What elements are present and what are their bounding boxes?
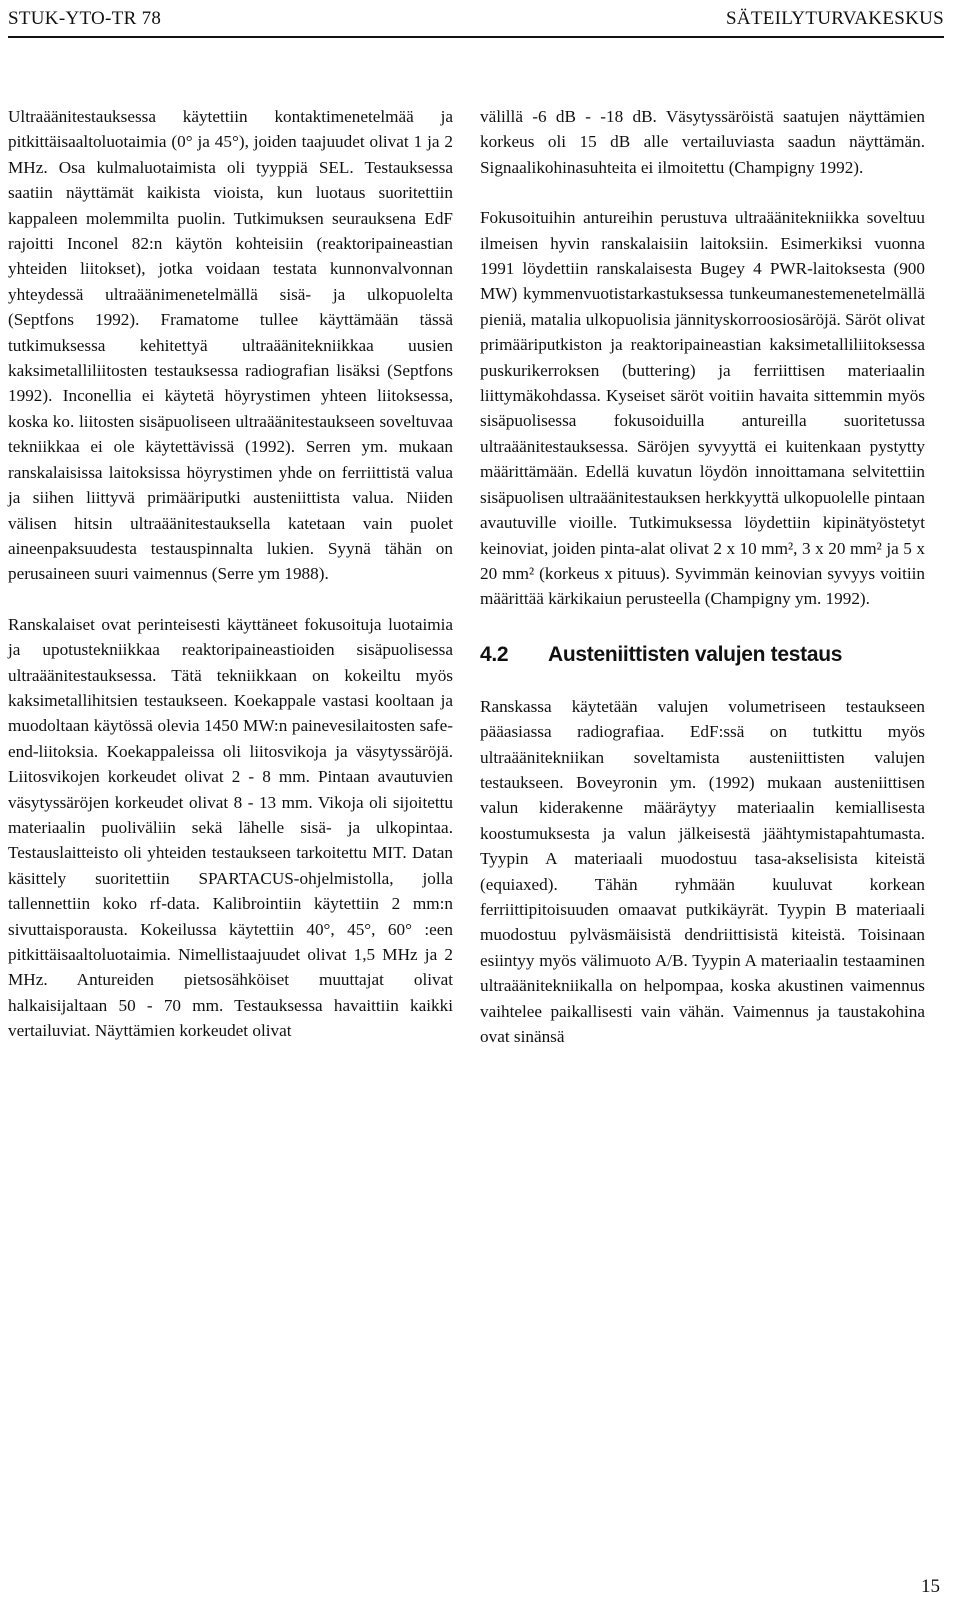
left-column [8, 104, 453, 1069]
header-divider [8, 36, 944, 38]
section-heading [480, 642, 925, 668]
paragraph: Ranskassa käytetään valujen volumetriseen testaukseen pääasiassa radiografiaa. EdF:ssä on tutkittu myös ultraäänitekniikan soveltamista austeniittisten valujen testaukseen. Boveyronin ym. (1992) mukaan austeniittisen valun kiderakenne määräytyy materiaalin kemiallisesta koostumuksesta ja valun jälkeisestä jäähtymistapahtumasta. Tyypin A materiaali muodostuu tasa-akselisista kiteistä (equiaxed). Tähän ryhmään kuuluvat korkean ferriittipitoisuuden omaavat putkikäyrät. Tyypin B materiaali muodostuu pylväsmäisistä dendriittisistä kiteistä. Toisinaan esiintyy myös välimuoto A/B. Tyypin A materiaalin testaaminen ultraäänitekniikalla on helpompaa, koska akustinen vaimennus vaihtelee paikallisesti vain vähän. Vaimennus ja taustakohina ovat sinänsä [480, 696, 925, 1046]
section-title: Austeniittisten valujen testaus [548, 642, 843, 666]
page-header [8, 4, 944, 34]
paragraph: Ultraäänitestauksessa käytettiin kontaktimenetelmää ja pitkittäisaaltoluotaimia (0° ja 45°), joiden taajuudet olivat 1 ja 2 MHz. Osa kulmaluotaimista oli tyyppiä SEL. Testauksessa saatiin näyttämät kaikista vioista, kun luotaus suoritettiin kappaleen molemmilta puolin. Tutkimuksen seurauksena EdF rajoitti Inconel 82:n käytön kohteisiin (reaktoripaineastian yhteiden liitokset), jotka voidaan testata kunnonvalvonnan yhteydessä ultraäänimenetelmällä sisä- ja ulkopuolelta (Septfons 1992). Framatome tullee käyttämään tässä tutkimuksessa kehitettyä ultraäänitekniikkaa uusien kaksimetalliliitosten testauksessa radiografian lisäksi (Septfons 1992). Inconellia ei käytetä höyrystimen yhteen liitoksessa, koska ko. liitosten sisäpuoliseen ultraäänitestaukseen soveltuvaa tekniikkaa ei ole käytettävissä (1992). Serren ym. mukaan ranskalaisissa laitoksissa höyrystimen yhde on ferriittistä valua ja siihen liittyvä primääriputki austeniittista valua. Niiden välisen hitsin ultraäänitestauksella katetaan vain puolet aineenpaksuudesta testauspinnalta lukien. Syynä tähän on perusaineen suuri vaimennus (Serre ym 1988). [8, 107, 453, 584]
paragraph: Ranskalaiset ovat perinteisesti käyttäneet fokusoituja luotaimia ja upotustekniikkaa reaktoripaineastioiden sisäpuolisessa ultraäänitestauksessa. Tätä tekniikkaan on kokeiltu myös kaksimetallihitsien testaukseen. Koekappale vastasi kooltaan ja muodoltaan käytössä olevia 1450 MW:n painevesilaitosten safe-end-liitoksia. Koekappaleissa oli liitosvikoja ja väsytyssäröjä. Liitosvikojen korkeudet olivat 2 - 8 mm. Pintaan avautuvien väsytyssäröjen korkeudet olivat 8 - 13 mm. Vikoja oli sijoitettu materiaalin puoliväliin sekä lähelle sisä- ja ulkopintaa. Testauslaitteisto oli yhteiden testaukseen tarkoitettu MIT. Datan käsittely suoritettiin SPARTACUS-ohjelmistolla, jolla tallennettiin koko rf-data. Kalibrointiin käytettiin 2 mm:n sivuttaisporausta. Kokeilussa käytettiin 40°, 45°, 60° :een pitkittäisaaltoluotaimia. Nimellistaajuudet olivat 1,5 MHz ja 2 MHz. Antureiden pietsosähköiset muuttajat olivat halkaisijaltaan 50 - 70 mm. Testauksessa havaittiin kaikki vertailuviat. Näyttämien korkeudet olivat [8, 614, 453, 1041]
paragraph: välillä -6 dB - -18 dB. Väsytyssäröistä saatujen näyttämien korkeus oli 15 dB alle vertailuviasta saadun näyttämän. Signaalikohinasuhteita ei ilmoitettu (Champigny 1992). [480, 107, 925, 177]
page-number: 15 [921, 1576, 940, 1597]
paragraph: Fokusoituihin antureihin perustuva ultraäänitekniikka soveltuu ilmeisen hyvin ranskalaisiin laitoksiin. Esimerkiksi vuonna 1991 löydettiin ranskalaisesta Bugey 4 PWR-laitoksesta (900 MW) kymmenvuotistarkastuksessa tunkeumanestemenetelmällä pieniä, matalia ulkopuolisia jännityskorroosiosäröjä. Säröt olivat primääriputkiston ja reaktoripaineastian kaksimetalliliitoksessa puskurikerroksen (buttering) ja ferriittisen materiaalin liittymäkohdassa. Kyseiset säröt voitiin havaita sittemmin myös sisäpuolisessa fokusoiduilla antureilla suoritetussa ultraäänitestauksessa. Säröjen syvyyttä ei kuitenkaan pystytty määrittämään. Edellä kuvatun löydön innoittamana selvitettiin sisäpuolisen ultraäänitestauksen herkkyyttä ulkopuolelle pintaan avautuville vioille. Tutkimuksessa löydettiin kipinätyöstetyt keinoviat, joiden pinta-alat olivat 2 x 10 mm², 3 x 20 mm² ja 5 x 20 mm² (korkeus x pituus). Syvimmän keinovian syvyys voitiin määrittää kärkikaiun perusteella (Champigny ym. 1992). [480, 208, 925, 609]
section-number: 4.2 [480, 642, 509, 666]
publisher-name: SÄTEILYTURVAKESKUS [725, 8, 944, 29]
right-column [480, 104, 925, 1074]
report-code: STUK-YTO-TR 78 [8, 8, 162, 29]
